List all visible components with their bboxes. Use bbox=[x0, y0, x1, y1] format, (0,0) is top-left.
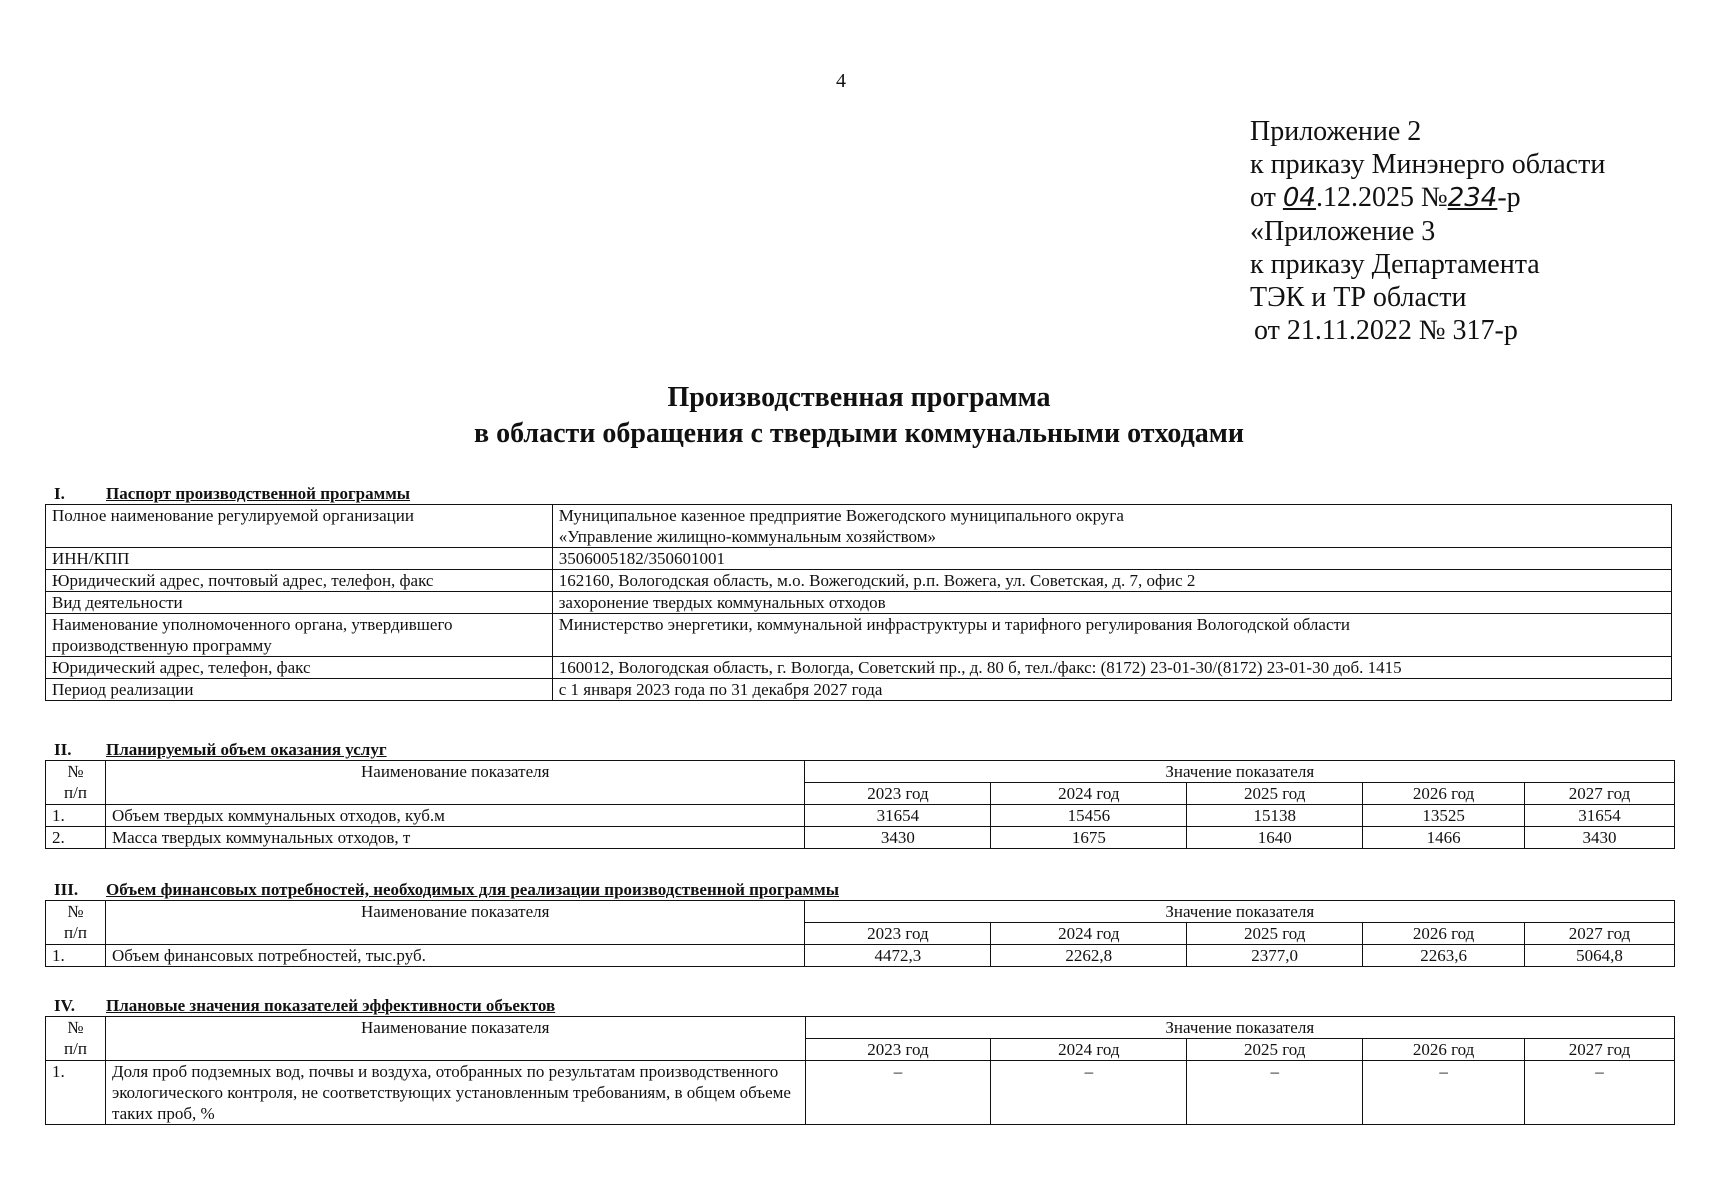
row-value: 1466 bbox=[1363, 827, 1525, 849]
passport-value: 160012, Вологодская область, г. Вологда, Советский пр., д. 80 б, тел./факс: (8172) 23-01-30/(8172) 23-01-30 доб. 1415 bbox=[552, 657, 1671, 679]
row-value: 15138 bbox=[1187, 805, 1363, 827]
header-value: Значение показателя bbox=[805, 761, 1675, 783]
row-value: 5064,8 bbox=[1525, 945, 1675, 967]
passport-row bbox=[46, 505, 1672, 548]
section-number: IV. bbox=[54, 996, 75, 1015]
section-number: I. bbox=[54, 484, 65, 503]
year-header: 2024 год bbox=[991, 923, 1187, 945]
passport-label: Вид деятельности bbox=[46, 592, 553, 614]
row-name: Масса твердых коммунальных отходов, т bbox=[105, 827, 805, 849]
row-value: 31654 bbox=[1525, 805, 1675, 827]
row-value: – bbox=[805, 1061, 991, 1125]
row-value: 2262,8 bbox=[991, 945, 1187, 967]
row-value: – bbox=[1525, 1061, 1675, 1125]
appendix-date-suffix: -р bbox=[1497, 182, 1521, 213]
year-header: 2025 год bbox=[1187, 783, 1363, 805]
passport-value: 3506005182/350601001 bbox=[552, 548, 1671, 570]
appendix-date-prefix: от bbox=[1250, 182, 1283, 213]
passport-label: Юридический адрес, почтовый адрес, телефон, факс bbox=[46, 570, 553, 592]
appendix-block bbox=[1250, 115, 1605, 347]
section-title: Паспорт производственной программы bbox=[106, 484, 411, 503]
section-heading-1 bbox=[54, 484, 410, 504]
passport-value: Министерство энергетики, коммунальной инфраструктуры и тарифного регулирования Вологодской области bbox=[552, 614, 1671, 657]
row-number: 1. bbox=[46, 805, 106, 827]
table-row bbox=[46, 827, 1675, 849]
section-heading-4 bbox=[54, 996, 555, 1016]
row-value: – bbox=[1363, 1061, 1525, 1125]
year-header: 2025 год bbox=[1187, 923, 1363, 945]
section-number: II. bbox=[54, 740, 72, 759]
appendix-date-middle: .12.2025 № bbox=[1315, 182, 1448, 213]
header-row bbox=[46, 901, 1675, 923]
services-table bbox=[45, 760, 1675, 849]
passport-label: Наименование уполномоченного органа, утвердившего производственную программу bbox=[46, 614, 553, 657]
page-number: 4 bbox=[836, 70, 846, 92]
header-no: № п/п bbox=[46, 1017, 106, 1061]
passport-label: Юридический адрес, телефон, факс bbox=[46, 657, 553, 679]
passport-label: Период реализации bbox=[46, 679, 553, 701]
year-header: 2027 год bbox=[1525, 783, 1675, 805]
section-heading-2 bbox=[54, 740, 387, 760]
handwritten-day: 04 bbox=[1282, 183, 1316, 213]
header-name: Наименование показателя bbox=[105, 761, 805, 805]
header-row bbox=[46, 1017, 1675, 1039]
year-header: 2023 год bbox=[805, 783, 991, 805]
year-header: 2025 год bbox=[1187, 1039, 1363, 1061]
section-title: Планируемый объем оказания услуг bbox=[106, 740, 387, 759]
year-header: 2027 год bbox=[1525, 1039, 1675, 1061]
row-name: Объем твердых коммунальных отходов, куб.м bbox=[105, 805, 805, 827]
row-value: 2377,0 bbox=[1187, 945, 1363, 967]
row-value: 1675 bbox=[991, 827, 1187, 849]
appendix-line: ТЭК и ТР области bbox=[1250, 282, 1467, 313]
section-number: III. bbox=[54, 880, 79, 899]
passport-label: ИНН/КПП bbox=[46, 548, 553, 570]
table-row bbox=[46, 805, 1675, 827]
year-header: 2026 год bbox=[1363, 1039, 1525, 1061]
year-header: 2024 год bbox=[991, 1039, 1187, 1061]
header-row bbox=[46, 761, 1675, 783]
section-title: Объем финансовых потребностей, необходимых для реализации производственной программы bbox=[106, 880, 839, 899]
row-value: 3430 bbox=[805, 827, 991, 849]
appendix-line: к приказу Департамента bbox=[1250, 249, 1540, 280]
handwritten-order-number: 234 bbox=[1447, 183, 1498, 213]
passport-value: захоронение твердых коммунальных отходов bbox=[552, 592, 1671, 614]
passport-table bbox=[45, 504, 1672, 701]
passport-row bbox=[46, 614, 1672, 657]
row-number: 2. bbox=[46, 827, 106, 849]
row-value: 3430 bbox=[1525, 827, 1675, 849]
row-value: 4472,3 bbox=[805, 945, 991, 967]
row-value: 15456 bbox=[991, 805, 1187, 827]
row-name: Объем финансовых потребностей, тыс.руб. bbox=[105, 945, 805, 967]
row-number: 1. bbox=[46, 945, 106, 967]
row-name: Доля проб подземных вод, почвы и воздуха, отобранных по результатам производственного экологического контроля, не соответствующих установленным требованиям, в общем объеме таких проб, % bbox=[105, 1061, 805, 1125]
passport-value: 162160, Вологодская область, м.о. Вожегодский, р.п. Вожега, ул. Советская, д. 7, офис 2 bbox=[552, 570, 1671, 592]
header-name: Наименование показателя bbox=[105, 1017, 805, 1061]
passport-value: с 1 января 2023 года по 31 декабря 2027 года bbox=[552, 679, 1671, 701]
header-no: № п/п bbox=[46, 901, 106, 945]
table-row bbox=[46, 945, 1675, 967]
year-header: 2024 год bbox=[991, 783, 1187, 805]
row-number: 1. bbox=[46, 1061, 106, 1125]
row-value: 1640 bbox=[1187, 827, 1363, 849]
appendix-line: к приказу Минэнерго области bbox=[1250, 149, 1606, 180]
appendix-line: от 21.11.2022 № 317-р bbox=[1254, 315, 1518, 346]
appendix-line: Приложение 2 bbox=[1250, 116, 1422, 147]
table-row bbox=[46, 1061, 1675, 1125]
section-title: Плановые значения показателей эффективности объектов bbox=[106, 996, 556, 1015]
efficiency-table bbox=[45, 1016, 1675, 1125]
appendix-line: «Приложение 3 bbox=[1250, 216, 1436, 247]
header-no: № п/п bbox=[46, 761, 106, 805]
year-header: 2023 год bbox=[805, 923, 991, 945]
year-header: 2026 год bbox=[1363, 923, 1525, 945]
row-value: 13525 bbox=[1363, 805, 1525, 827]
passport-row bbox=[46, 548, 1672, 570]
appendix-date-line bbox=[1250, 181, 1605, 215]
passport-value: Муниципальное казенное предприятие Вожегодского муниципального округа «Управление жилищно-коммунальным хозяйством» bbox=[552, 505, 1671, 548]
finance-table bbox=[45, 900, 1675, 967]
passport-label: Полное наименование регулируемой организации bbox=[46, 505, 553, 548]
year-header: 2023 год bbox=[805, 1039, 991, 1061]
document-subtitle: в области обращения с твердыми коммунальными отходами bbox=[473, 418, 1244, 449]
passport-row bbox=[46, 592, 1672, 614]
header-name: Наименование показателя bbox=[105, 901, 805, 945]
passport-row bbox=[46, 657, 1672, 679]
row-value: – bbox=[1187, 1061, 1363, 1125]
row-value: – bbox=[991, 1061, 1187, 1125]
passport-row bbox=[46, 679, 1672, 701]
section-heading-3 bbox=[54, 880, 839, 900]
header-value: Значение показателя bbox=[805, 1017, 1674, 1039]
document-title: Производственная программа bbox=[667, 382, 1051, 413]
header-value: Значение показателя bbox=[805, 901, 1675, 923]
row-value: 2263,6 bbox=[1363, 945, 1525, 967]
passport-row bbox=[46, 570, 1672, 592]
year-header: 2027 год bbox=[1525, 923, 1675, 945]
year-header: 2026 год bbox=[1363, 783, 1525, 805]
row-value: 31654 bbox=[805, 805, 991, 827]
